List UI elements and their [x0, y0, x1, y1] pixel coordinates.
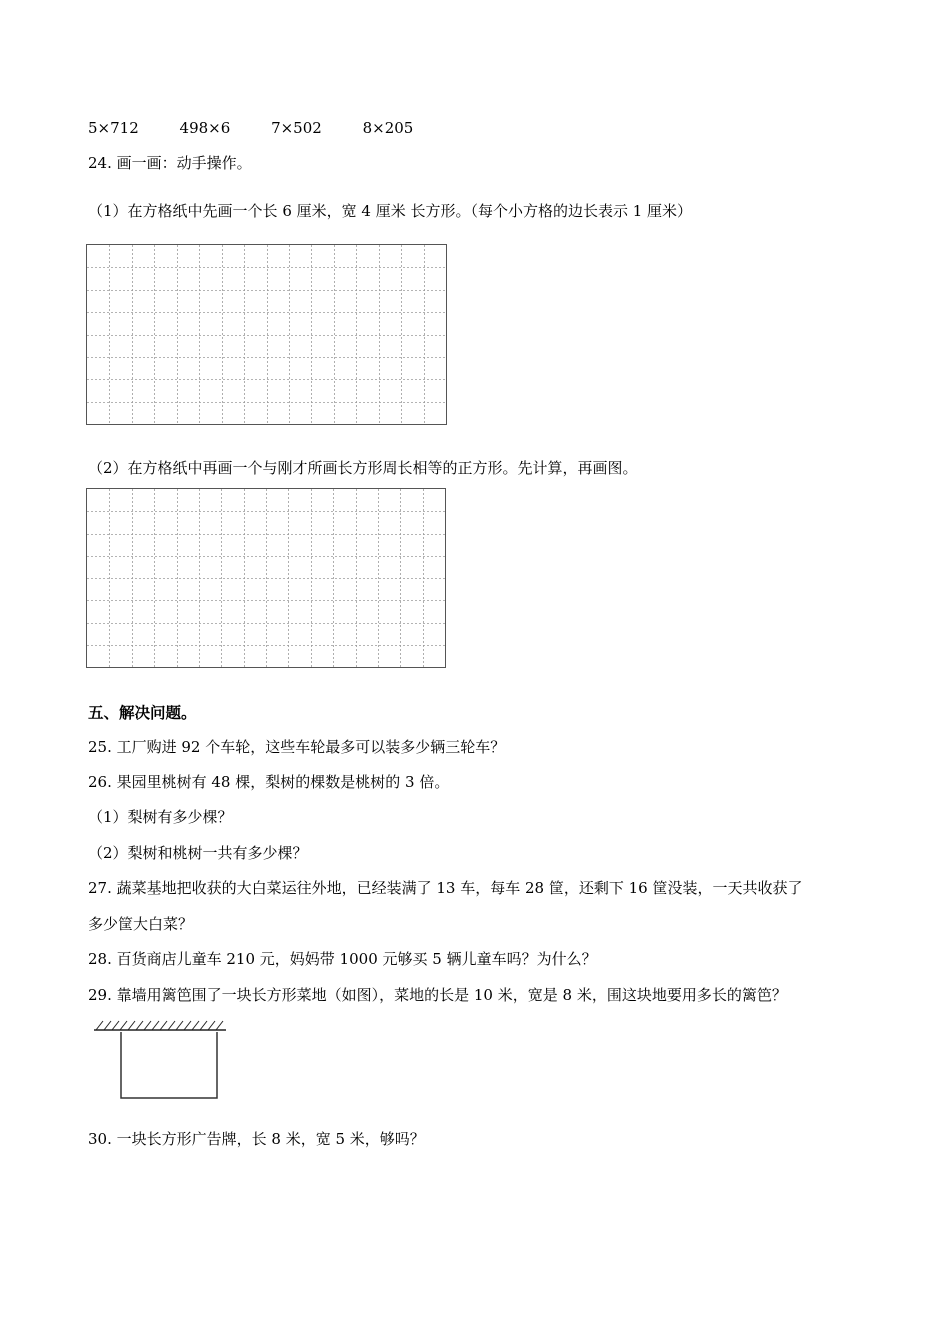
fence-outline	[121, 1032, 217, 1098]
grid-lines	[87, 489, 445, 667]
grid-lines	[87, 245, 446, 424]
q24-part2: （2）在方格纸中再画一个与刚才所画长方形周长相等的正方形。先计算，再画图。	[88, 459, 638, 477]
q25-text: 25. 工厂购进 92 个车轮，这些车轮最多可以装多少辆三轮车？	[88, 738, 506, 756]
q26-part1: （1）梨树有多少棵？	[88, 808, 233, 826]
calc-item: 498×6	[179, 119, 231, 137]
q29-text: 29. 靠墙用篱笆围了一块长方形菜地（如图），菜地的长是 10 米，宽是 8 米，围这块地要用多长的篱笆？	[88, 986, 787, 1004]
q30-text: 30. 一块长方形广告牌，长 8 米，宽 5 米，够吗？	[88, 1130, 425, 1148]
q26-text: 26. 果园里桃树有 48 棵，梨树的棵数是桃树的 3 倍。	[88, 773, 450, 791]
q24-part1: （1）在方格纸中先画一个长 6 厘米，宽 4 厘米 长方形。（每个小方格的边长表示 1 厘米）	[88, 202, 693, 220]
calc-item: 8×205	[362, 119, 414, 137]
section-heading: 五、解决问题。	[88, 704, 197, 722]
calc-row	[88, 118, 449, 138]
q28-text: 28. 百货商店儿童车 210 元，妈妈带 1000 元够买 5 辆儿童车吗？为什么？	[88, 950, 597, 968]
calc-item: 5×712	[88, 119, 139, 137]
q26-part2: （2）梨树和桃树一共有多少棵？	[88, 844, 308, 862]
q24-title: 24. 画一画：动手操作。	[88, 154, 252, 172]
q27-line2: 多少筐大白菜？	[88, 915, 194, 933]
grid-paper-1[interactable]	[86, 244, 447, 425]
q27-line1: 27. 蔬菜基地把收获的大白菜运往外地，已经装满了 13 车，每车 28 筐，还剩下 16 筐没装，一天共收获了	[88, 879, 803, 897]
wall-hatching	[94, 1021, 226, 1030]
grid-paper-2[interactable]	[86, 488, 446, 668]
garden-diagram	[92, 1018, 228, 1104]
calc-item: 7×502	[271, 119, 322, 137]
